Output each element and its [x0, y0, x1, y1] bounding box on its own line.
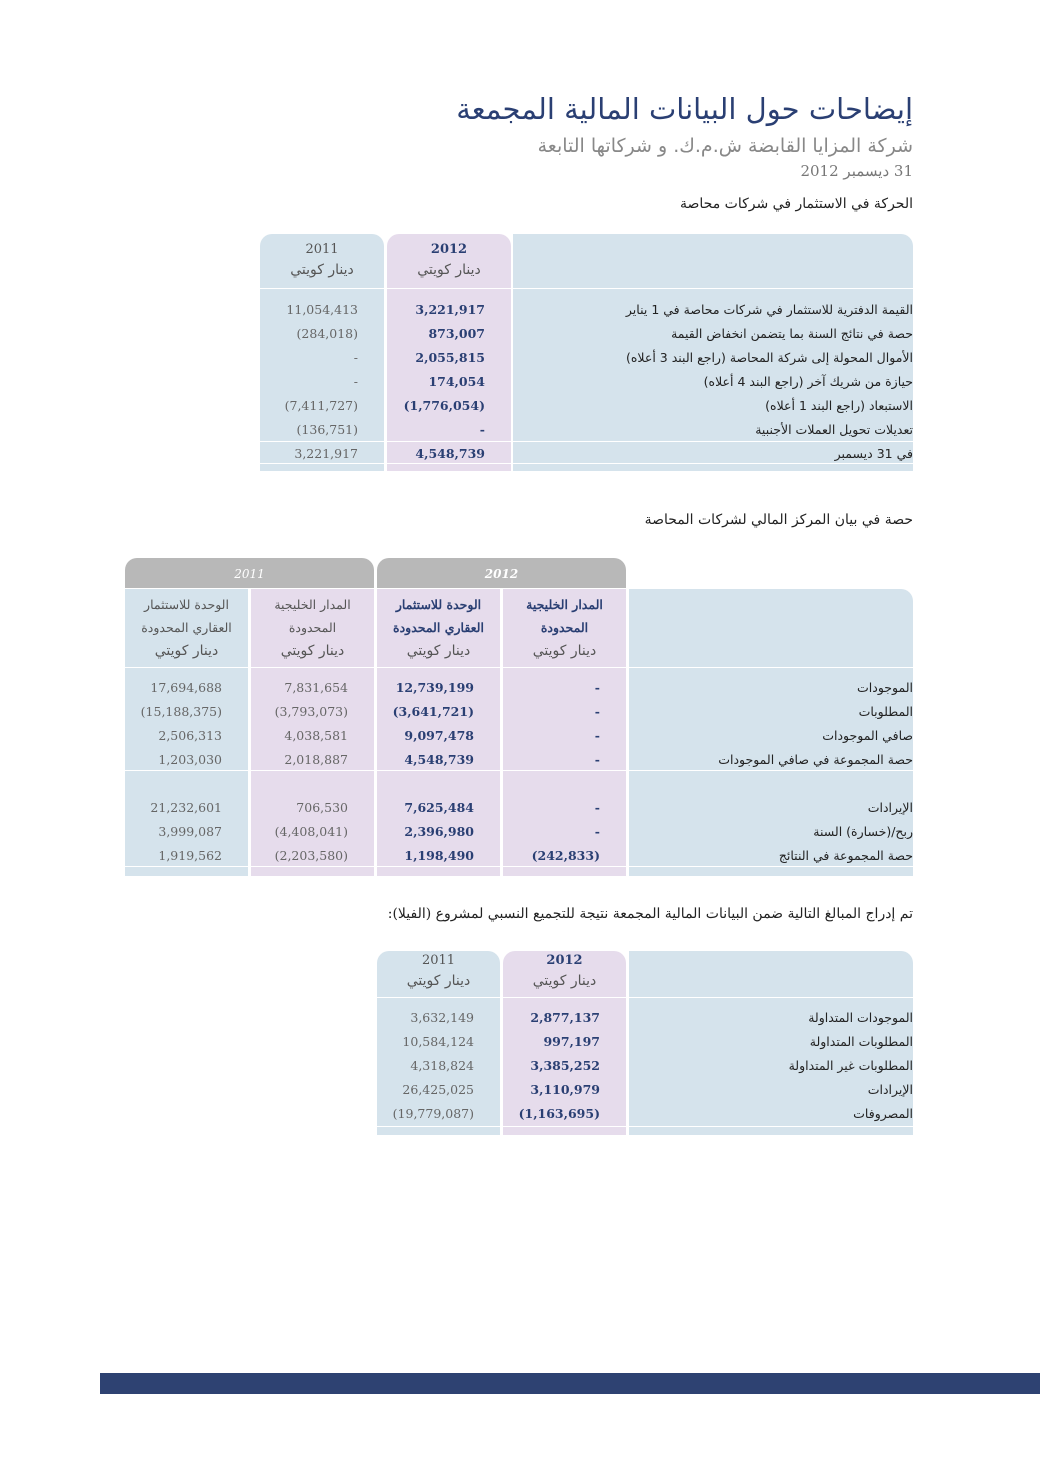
cell: (242,833) — [531, 848, 600, 863]
cell: 2,396,980 — [404, 824, 474, 839]
cell-2011: 4,318,824 — [410, 1058, 474, 1073]
table2-group-2011: 2011 — [125, 558, 374, 588]
cell: (3,641,721) — [392, 704, 474, 719]
cell: 706,530 — [296, 800, 348, 815]
cell-2012: (1,163,695) — [518, 1106, 600, 1121]
row-label: الموجودات — [857, 680, 913, 695]
col-header-line1: المدار الخليجية — [526, 597, 603, 612]
row-label: الإيرادات — [867, 800, 913, 815]
cell-2012: 997,197 — [543, 1034, 600, 1049]
cell-2011: 11,054,413 — [286, 302, 358, 317]
cell: - — [594, 704, 600, 719]
col-header-line1: المدار الخليجية — [274, 597, 351, 612]
row-label: تعديلات تحويل العملات الأجنبية — [755, 422, 913, 437]
cell-2011: (7,411,727) — [284, 398, 358, 413]
row-label: حصة في نتائج السنة بما يتضمن انخفاض القيمة — [671, 326, 913, 341]
cell: 1,198,490 — [404, 848, 474, 863]
cell: 7,625,484 — [404, 800, 474, 815]
cell-2011: 10,584,124 — [402, 1034, 474, 1049]
row-label: الاستبعاد (راجع البند 1 أعلاه) — [765, 398, 913, 413]
cell: (15,188,375) — [140, 704, 222, 719]
col-header-line2: العقاري المحدودة — [393, 620, 484, 635]
cell-2011: (136,751) — [296, 422, 358, 437]
row-label: الأموال المحولة إلى شركة المحاصة (راجع البند 3 أعلاه) — [626, 350, 913, 365]
col-currency: دينار كويتي — [154, 643, 219, 659]
cell-2011: 26,425,025 — [402, 1082, 474, 1097]
row-label: حيازة من شريك آخر (راجع البند 4 أعلاه) — [703, 374, 913, 389]
cell-2012: 3,385,252 — [530, 1058, 600, 1073]
table1-heading: الحركة في الاستثمار في شركات محاصة — [680, 196, 913, 212]
col-header-line2: المحدودة — [288, 620, 337, 635]
col-header-line2: المحدودة — [540, 620, 589, 635]
cell: 7,831,654 — [284, 680, 348, 695]
table2-col-2012-gulf — [503, 589, 626, 876]
cell: (4,408,041) — [274, 824, 348, 839]
cell-2012: 873,007 — [428, 326, 485, 341]
cell: - — [594, 800, 600, 815]
col-header-line2: العقاري المحدودة — [141, 620, 232, 635]
table3-heading: تم إدراج المبالغ التالية ضمن البيانات المالية المجمعة نتيجة للتجميع النسبي لمشروع (الفيلا): — [387, 906, 913, 922]
table1-year-2012: 2012 — [430, 242, 468, 257]
col-currency: دينار كويتي — [280, 643, 345, 659]
col-currency: دينار كويتي — [406, 643, 471, 659]
cell: 1,203,030 — [158, 752, 222, 767]
cell: - — [594, 752, 600, 767]
row-label: الموجودات المتداولة — [808, 1010, 913, 1025]
row-label: المطلوبات المتداولة — [809, 1034, 913, 1049]
cell: - — [594, 680, 600, 695]
table3-currency-2012: دينار كويتي — [532, 973, 597, 989]
cell-2011: (19,779,087) — [392, 1106, 474, 1121]
cell: 12,739,199 — [395, 680, 474, 695]
cell: (2,203,580) — [274, 848, 348, 863]
table2-group-2012: 2012 — [377, 558, 626, 588]
cell-2012: 2,877,137 — [530, 1010, 600, 1025]
cell-2012: - — [479, 422, 485, 437]
cell: 4,548,739 — [404, 752, 474, 767]
cell: 4,038,581 — [284, 728, 348, 743]
table3-currency-2011: دينار كويتي — [406, 973, 471, 989]
cell-2012: 3,221,917 — [415, 302, 485, 317]
footer-bar — [100, 1373, 1040, 1394]
cell-2012: 4,548,739 — [415, 446, 485, 461]
cell-2011: (284,018) — [296, 326, 358, 341]
table1-currency-2012: دينار كويتي — [417, 262, 481, 278]
cell-2011: 3,632,149 — [410, 1010, 474, 1025]
col-header-line1: الوحدة للاستثمار — [395, 597, 482, 612]
cell-2011: - — [353, 350, 358, 365]
row-label: ربح/(خسارة) السنة — [813, 824, 913, 839]
report-date: 31 ديسمبر 2012 — [800, 162, 913, 180]
col-currency: دينار كويتي — [532, 643, 597, 659]
page-title: إيضاحات حول البيانات المالية المجمعة — [456, 92, 913, 126]
cell: 1,919,562 — [158, 848, 222, 863]
cell-2011: - — [353, 374, 358, 389]
cell: - — [594, 824, 600, 839]
row-label: صافي الموجودات — [822, 728, 913, 743]
cell: (3,793,073) — [274, 704, 348, 719]
table3-year-2012: 2012 — [546, 953, 583, 968]
cell-2011: 3,221,917 — [294, 446, 358, 461]
cell: - — [594, 728, 600, 743]
table3-year-2011: 2011 — [421, 953, 456, 968]
table2-heading: حصة في بيان المركز المالي لشركات المحاصة — [644, 512, 913, 528]
row-label: الإيرادات — [867, 1082, 913, 1097]
row-label: حصة المجموعة في النتائج — [778, 848, 913, 863]
cell: 17,694,688 — [150, 680, 222, 695]
cell: 2,018,887 — [284, 752, 348, 767]
cell: 9,097,478 — [404, 728, 474, 743]
cell-2012: 3,110,979 — [530, 1082, 600, 1097]
row-label: المطلوبات — [858, 704, 913, 719]
row-label: في 31 ديسمبر — [834, 446, 913, 461]
row-label: حصة المجموعة في صافي الموجودات — [718, 752, 913, 767]
cell-2012: 2,055,815 — [415, 350, 485, 365]
table1-currency-2011: دينار كويتي — [290, 262, 354, 278]
row-label: المصروفات — [853, 1106, 913, 1121]
row-label: المطلوبات غير المتداولة — [788, 1058, 913, 1073]
table1-year-2011: 2011 — [305, 242, 339, 257]
cell: 3,999,087 — [158, 824, 222, 839]
cell: 2,506,313 — [158, 728, 222, 743]
cell-2012: 174,054 — [428, 374, 485, 389]
cell-2012: (1,776,054) — [403, 398, 485, 413]
col-header-line1: الوحدة للاستثمار — [144, 597, 229, 612]
company-name: شركة المزايا القابضة ش.م.ك. و شركاتها التابعة — [537, 135, 913, 157]
cell: 21,232,601 — [150, 800, 222, 815]
row-label: القيمة الدفترية للاستثمار في شركات محاصة في 1 يناير — [625, 302, 913, 317]
